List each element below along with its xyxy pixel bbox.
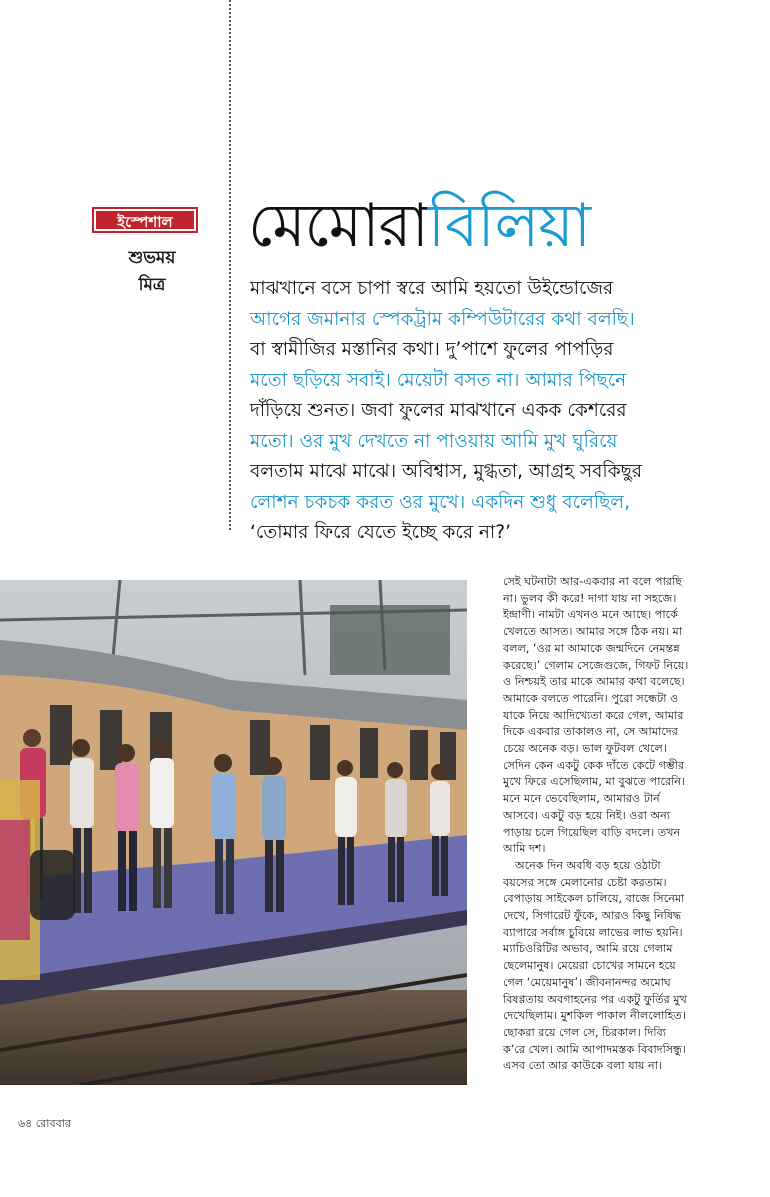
pull-quote-line xyxy=(250,366,750,397)
body-text-line: সেদিন কেন একটু কেক দাঁতে কেটে গম্ভীর xyxy=(503,758,685,772)
body-text-line: খেলতে আসত। আমার সঙ্গে ঠিক নয়। মা xyxy=(503,625,682,639)
pull-quote-segment: মতো ছড়িয়ে সবাই। মেয়েটা বসত না। আমার পিছনে xyxy=(250,369,627,391)
commuter-train-photo xyxy=(0,580,467,1085)
page-footer: ৬৪ রোববার xyxy=(18,1117,71,1130)
body-text-line: যাকে নিয়ে আদিখ্যেতা করে গেল, আমার xyxy=(503,708,684,722)
body-text-line: ছেলেমানুষ। মেয়েরা চোখের সামনে হয়ে xyxy=(503,959,676,973)
pull-quote-line xyxy=(250,518,750,549)
body-text-line: বিষণ্ণতায় অবগাহনের পর একটু ফুর্তির মুখ xyxy=(503,992,687,1006)
body-text-line: আসবে। একটু বড় হয়ে নিই। ওরা অন্য xyxy=(503,808,671,822)
author-first-name: শুভময় xyxy=(128,248,176,268)
body-text-line: পাড়ায় চলে গিয়েছিল বাড়ি বদলে। তখন xyxy=(503,825,681,839)
body-text-line: বলল, ‘ওর মা আমাকে জন্মদিনে নেমন্তন্ন xyxy=(503,641,680,655)
section-tag: ইস্পেশাল xyxy=(92,207,198,233)
body-text-line: চেয়ে অনেক বড়। ভাল ফুটবল খেলে। xyxy=(503,742,667,756)
pull-quote-line xyxy=(250,457,750,488)
body-text-line: করেছে।’ গেলাম সেজেগুজে, গিফট নিয়ে। xyxy=(503,658,689,672)
author-last-name: মিত্র xyxy=(138,275,166,295)
body-text-line: সেই ঘটনাটা আর-একবার না বলে পারছি xyxy=(503,575,682,588)
pull-quote-line xyxy=(250,335,750,366)
body-text-line: ক’রে খেল। আমি আপাদমস্তক বিবাদসিন্ধু। xyxy=(503,1042,687,1056)
body-text-line: বয়সের সঙ্গে মেলানোর চেষ্টা করতাম। xyxy=(503,875,667,889)
body-text-line: ছোকরা রয়ে গেল সে, চিরকাল। দিব্যি xyxy=(503,1025,667,1039)
headline-part-2: বিলিয়া xyxy=(427,191,591,261)
body-text-line: না। ভুলব কী করে! দাগা যায় না সহজে। xyxy=(503,591,677,605)
pull-quote-segment: ‘তোমার ফিরে যেতে ইচ্ছে করে না?’ xyxy=(250,522,511,543)
pull-quote-segment: দাঁড়িয়ে শুনত। জবা ফুলের মাঝখানে একক কেশরের xyxy=(250,400,627,421)
body-text-line: মুখে ফিরে এসেছিলাম, মা বুঝতে পারেনি। xyxy=(503,775,685,789)
headline xyxy=(248,186,748,266)
body-text-line: দেখেছিলাম। মুশকিল পাকাল নীললোহিত। xyxy=(503,1009,686,1023)
pull-quote xyxy=(250,274,750,549)
body-text-line: এসব তো আর কাউকে বলা যায় না। xyxy=(503,1059,662,1073)
pull-quote-segment: লোশন চকচক করত ওর মুখে। একদিন শুধু বলেছিল, xyxy=(250,491,630,513)
pull-quote-segment: আগের জমানার স্পেকট্রাম কম্পিউটারের কথা বলছি। xyxy=(250,308,635,330)
pull-quote-segment: মাঝখানে বসে চাপা স্বরে আমি হয়তো উইন্ডোজের xyxy=(250,278,614,299)
body-text-line: আমাকে বলতে পারেনি। পুরো সন্ধেটা ও xyxy=(503,691,679,705)
author-byline xyxy=(112,245,192,299)
body-text-line: অনেক দিন অবধি বড় হয়ে ওঠাটা xyxy=(515,858,661,872)
body-text-column xyxy=(503,574,765,1075)
column-divider xyxy=(229,0,231,530)
body-text-line: ও নিশ্চয়ই তার মাকে আমার কথা বলেছে। xyxy=(503,675,685,689)
headline-part-1: মেমোরা xyxy=(248,191,428,261)
pull-quote-line xyxy=(250,488,750,519)
body-text-line: দিকে একবার তাকালও না, সে আমাদের xyxy=(503,725,678,739)
body-text-line: মনে মনে ভেবেছিলাম, আমারও টার্ন xyxy=(503,792,660,806)
pull-quote-line xyxy=(250,274,750,305)
body-text-line: গেল ‘মেয়েমানুষ’। জীবনানন্দর অমোঘ xyxy=(503,975,671,989)
body-text-line: ম্যাচিওরিটির অভাব, আমি রয়ে গেলাম xyxy=(503,942,673,956)
pull-quote-segment: বা স্বামীজির মস্তানির কথা। দু’পাশে ফুলের পাপড়ির xyxy=(250,339,614,360)
pull-quote-segment: বলতাম মাঝে মাঝে। অবিশ্বাস, মুগ্ধতা, আগ্রহ সবকিছুর xyxy=(250,461,643,482)
body-text-line: দেখে, সিগারেট ফুঁকে, আরও কিছু নিষিদ্ধ xyxy=(503,909,682,923)
body-text-line: আমি দশ। xyxy=(503,842,546,856)
pull-quote-line xyxy=(250,427,750,458)
body-text-line: ইন্দ্রাণী। নামটা এখনও মনে আছে। পার্কে xyxy=(503,608,678,622)
body-text-line: বেপাড়ায় সাইকেল চালিয়ে, বাজে সিনেমা xyxy=(503,892,685,906)
pull-quote-segment: মতো। ওর মুখ দেখতে না পাওয়ায় আমি মুখ ঘুরিয়ে xyxy=(250,430,618,452)
pull-quote-line xyxy=(250,396,750,427)
pull-quote-line xyxy=(250,305,750,336)
body-text-line: ব্যাপারে সর্বাঙ্গ চুবিয়ে লাভের লাভ হয়নি। xyxy=(503,925,683,939)
